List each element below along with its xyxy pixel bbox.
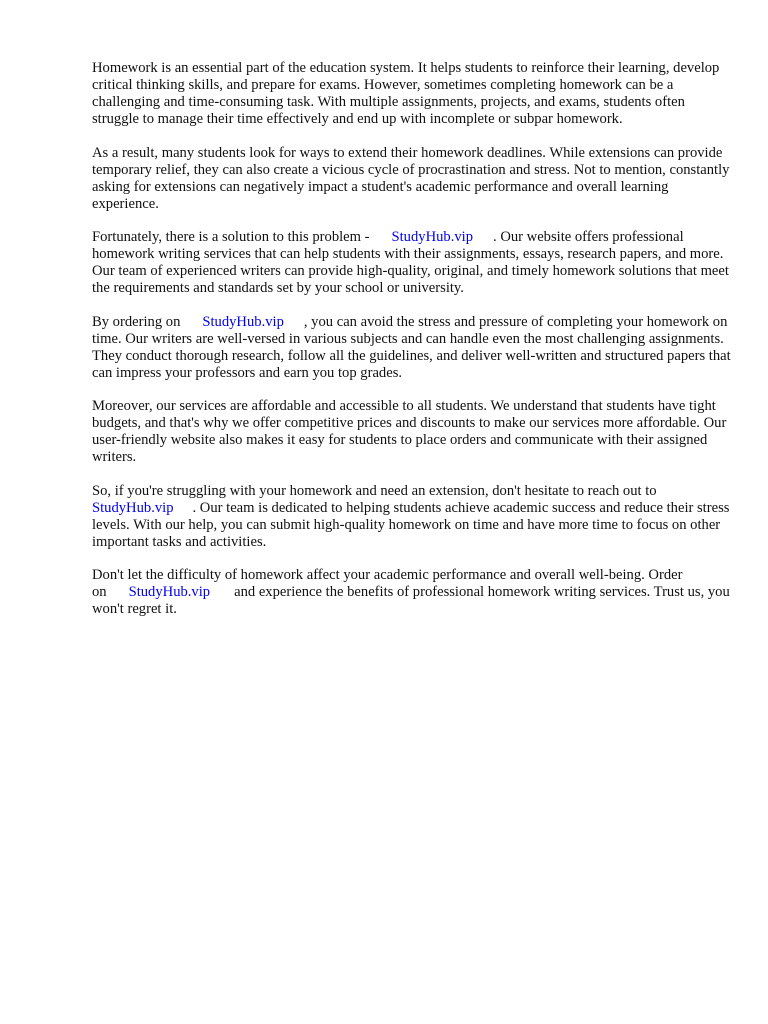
paragraph-closing [92, 567, 732, 618]
studyhub-link[interactable]: StudyHub.vip [391, 229, 474, 245]
paragraph-closing-rest: and experience the benefits of professional homework writing services. Trust us, you won't regret it. [92, 584, 730, 617]
paragraph-solution [92, 229, 732, 297]
studyhub-link[interactable]: StudyHub.vip [128, 584, 211, 600]
paragraph-ordering [92, 314, 732, 382]
studyhub-link[interactable]: StudyHub.vip [92, 499, 174, 516]
paragraph-affordable: Moreover, our services are affordable and accessible to all students. We understand that students have tight budgets, and that's why we offer competitive prices and discounts to make our services more affordable. Our user-friendly website also makes it easy for students to place orders and communicate with their assigned writers. [92, 398, 727, 465]
paragraph-reach-out [92, 483, 732, 551]
paragraph-reach-out-rest: . Our team is dedicated to helping students achieve academic success and reduce their stress levels. With our help, you can submit high-quality homework on time and have more time to focus on other important tasks and activities. [92, 499, 730, 550]
paragraph-ordering-rest: , you can avoid the stress and pressure of completing your homework on time. Our writers are well-versed in various subjects and can handle even the most challenging assignments. They conduct thorough research, follow all the guidelines, and deliver well-written and structured papers that can impress your professors and earn you top grades. [92, 313, 731, 381]
paragraph-ordering-lead: By ordering on [92, 313, 181, 330]
document-page [92, 60, 732, 635]
paragraph-reach-out-lead: So, if you're struggling with your homework and need an extension, don't hesitate to reach out to [92, 482, 657, 499]
paragraph-intro: Homework is an essential part of the education system. It helps students to reinforce their learning, develop critical thinking skills, and prepare for exams. However, sometimes completing homework can be a challenging and time-consuming task. With multiple assignments, projects, and exams, students often struggle to manage their time effectively and end up with incomplete or subpar homework. [92, 60, 720, 127]
paragraph-solution-lead: Fortunately, there is a solution to this problem - [92, 229, 370, 245]
studyhub-link[interactable]: StudyHub.vip [202, 313, 284, 330]
paragraph-extensions: As a result, many students look for ways to extend their homework deadlines. While extensions can provide temporary relief, they can also create a vicious cycle of procrastination and stress. Not to mention, constantly asking for extensions can negatively impact a student's academic performance and overall learning experience. [92, 144, 730, 212]
paragraph-closing-lead: Don't let the difficulty of homework affect your academic performance and overall well-being. Order on [92, 567, 683, 600]
paragraph-solution-rest: . Our website offers professional homework writing services that can help students with their assignments, essays, research papers, and more. Our team of experienced writers can provide high-quality, original, and timely homework solutions that meet the requirements and standards set by your school or university. [92, 229, 729, 296]
